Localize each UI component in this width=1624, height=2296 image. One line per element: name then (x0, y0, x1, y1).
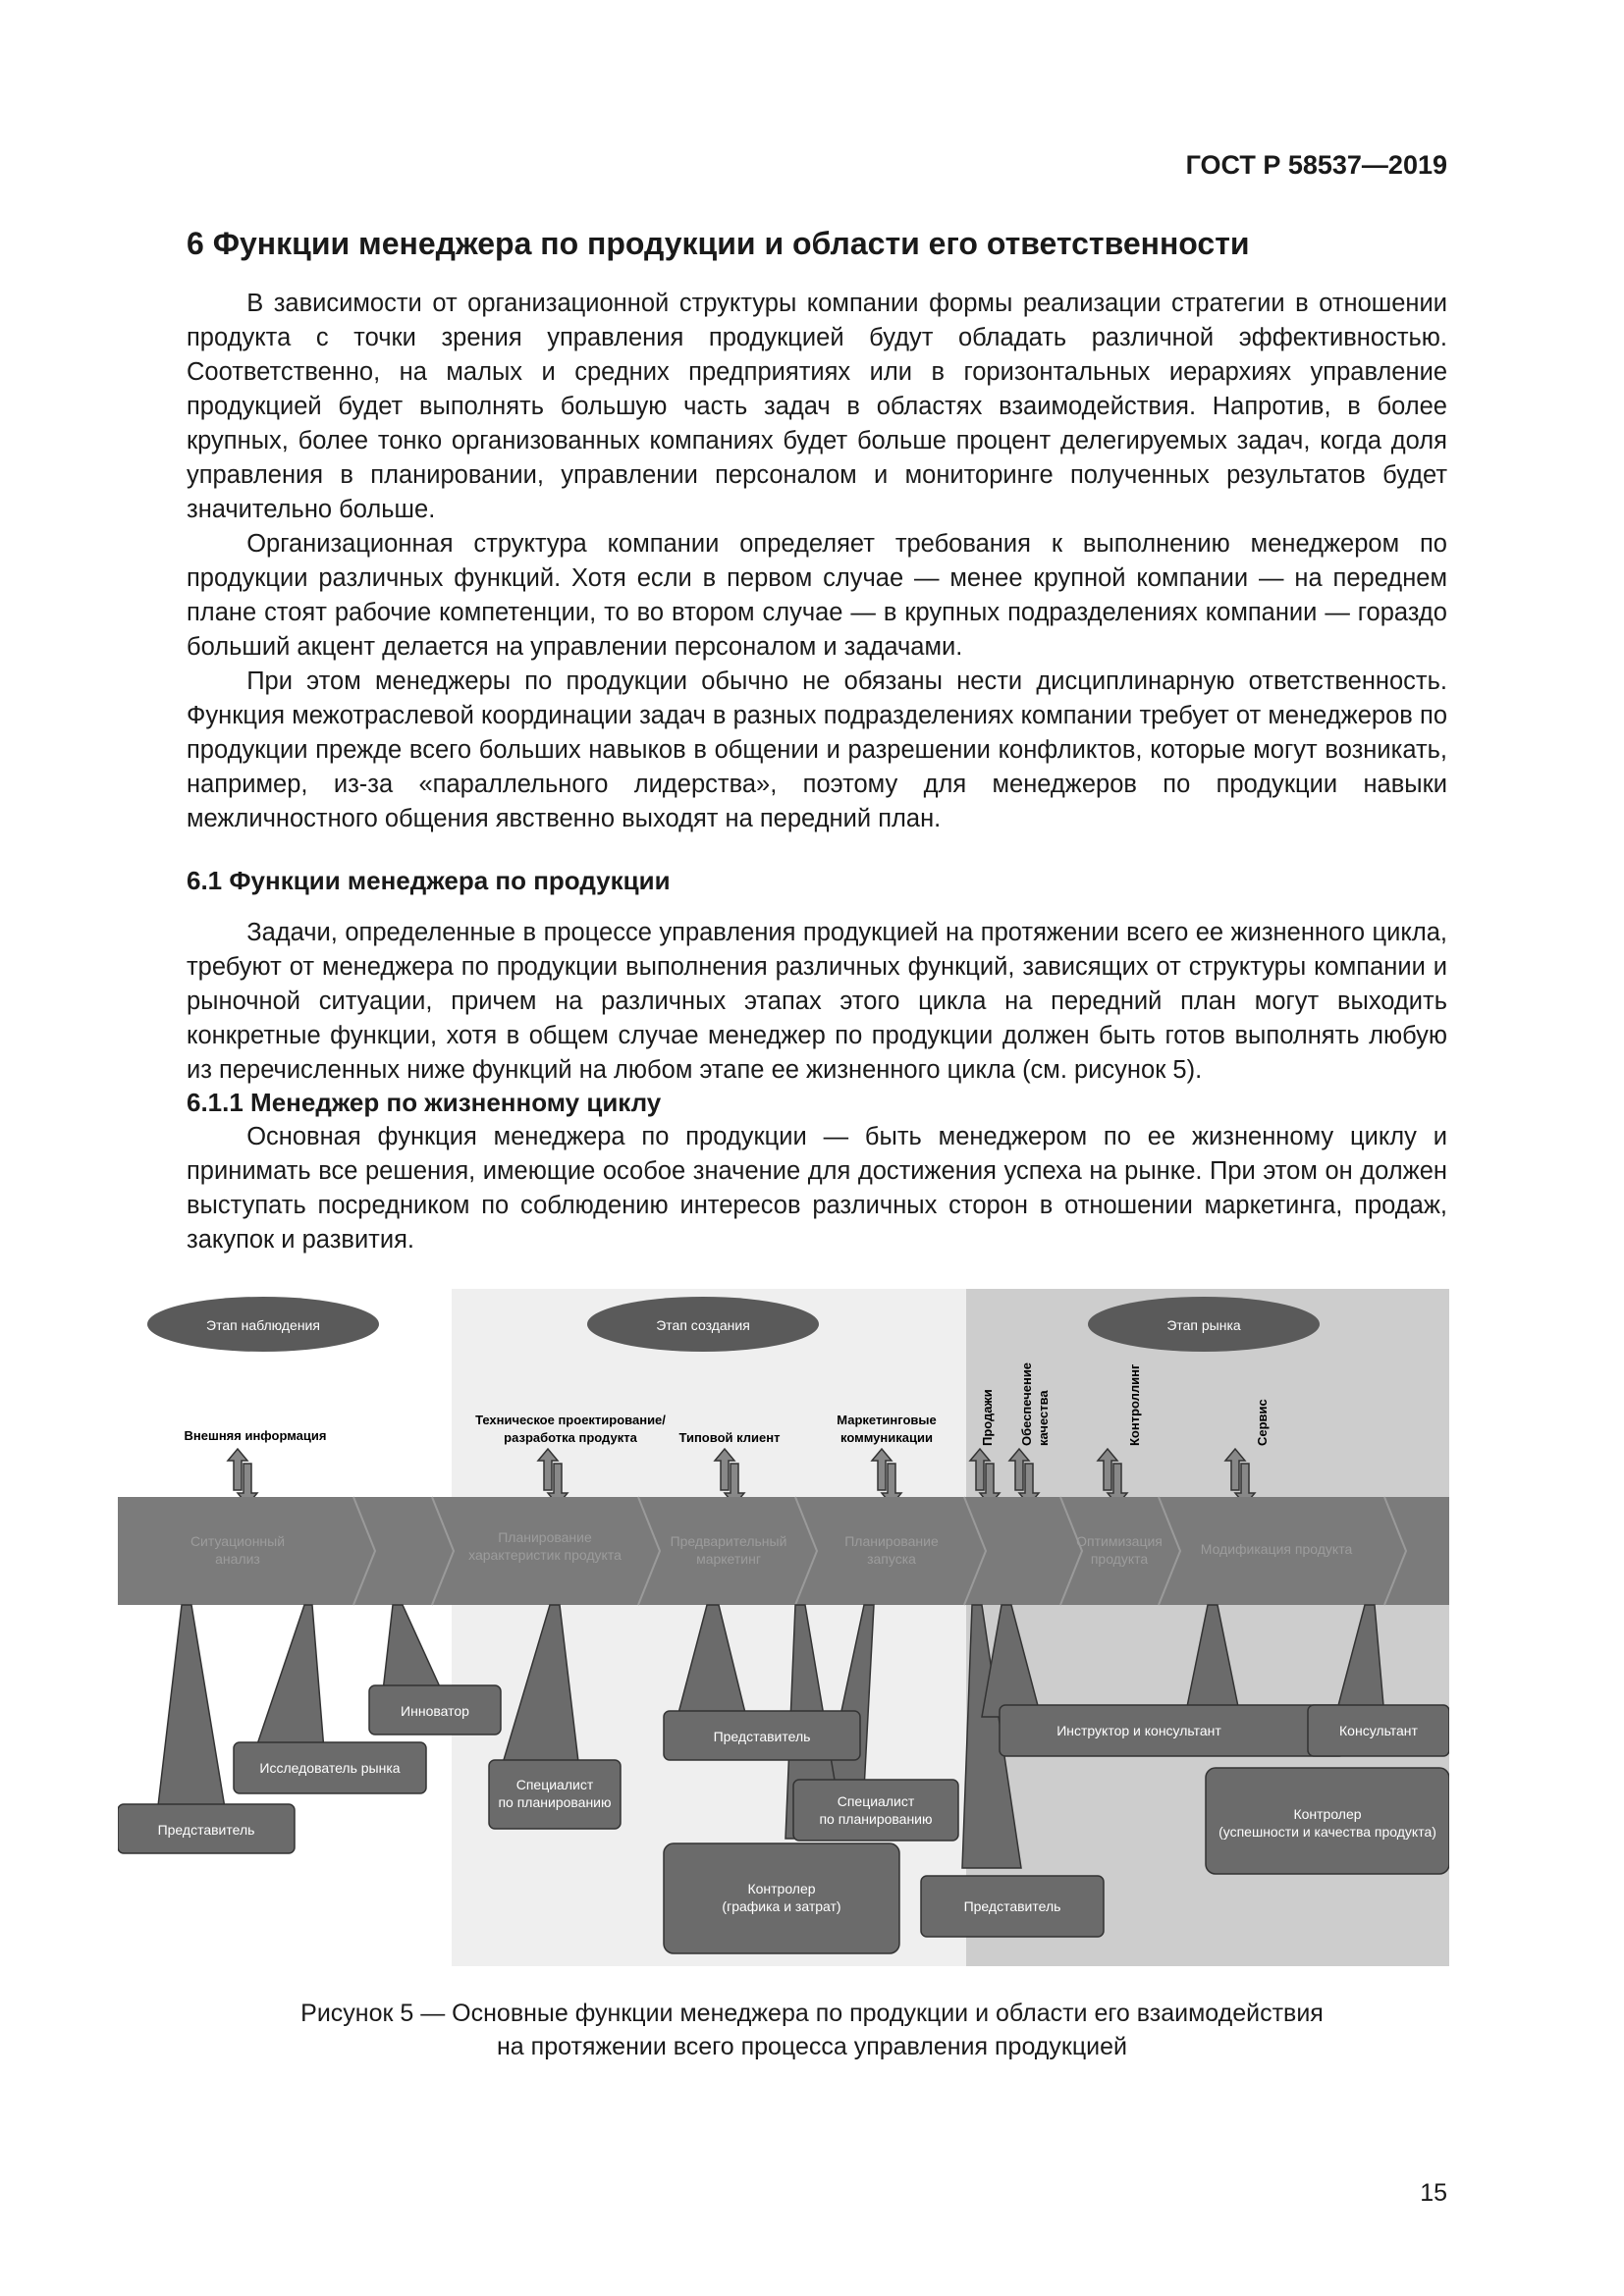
paragraph: Задачи, определенные в процессе управления продукцией на протяжении всего ее жизненного цикла, требуют от менеджера по продукции выполнения различных функций, зависящих от структуры компании и рыночной ситуации, причем на различных этапах этого цикла на передний план могут выходить конкретные функции, хотя в общем случае менеджер по продукции должен быть готов выполнять любую из перечисленных ниже функций на любом этапе ее жизненного цикла (см. рисунок 5). (187, 919, 1447, 1084)
stage-label: Этап рынка (1166, 1317, 1241, 1333)
section-title: 6 Функции менеджера по продукции и области его ответственности (187, 226, 1250, 261)
interaction-label: Маркетинговые (837, 1413, 937, 1427)
process-step: Планирование (844, 1533, 939, 1549)
subsection-title: 6.1 Функции менеджера по продукции (187, 866, 671, 895)
process-step: Планирование (498, 1529, 592, 1545)
role-label: Исследователь рынка (259, 1760, 401, 1776)
interaction-label: Внешняя информация (184, 1428, 327, 1443)
process-step: Предварительный (670, 1533, 787, 1549)
interaction-label: Продажи (980, 1389, 995, 1446)
subsubsection-title: 6.1.1 Менеджер по жизненному циклу (187, 1088, 662, 1117)
interaction-label: Обеспечение (1019, 1362, 1034, 1446)
role-label: по планированию (498, 1794, 612, 1810)
role-label: Специалист (515, 1777, 594, 1792)
document-id: ГОСТ Р 58537—2019 (1185, 150, 1447, 180)
role-label: Консультант (1339, 1723, 1418, 1738)
figure-5-diagram (118, 1289, 1449, 1966)
interaction-label: Техническое проектирование/ (475, 1413, 666, 1427)
interaction-label: качества (1036, 1390, 1051, 1446)
role-label: Инноватор (401, 1703, 469, 1719)
caption-line: Рисунок 5 — Основные функции менеджера по продукции и области его взаимодействия (300, 2000, 1324, 2027)
interaction-label: разработка продукта (504, 1430, 637, 1445)
interaction-label: Сервис (1255, 1399, 1270, 1446)
role-label: Представитель (157, 1822, 255, 1838)
role-label: Представитель (963, 1898, 1061, 1914)
paragraph: Основная функция менеджера по продукции — быть менеджером по ее жизненному циклу и принимать все решения, имеющие особое значение для достижения успеха на рынке. При этом он должен выступать посредником по соблюдению интересов различных сторон в отношении маркетинга, продаж, закупок и развития. (187, 1123, 1447, 1254)
process-step: запуска (867, 1551, 916, 1567)
subsubsection-body (187, 1120, 1447, 1257)
role-label: Представитель (713, 1729, 811, 1744)
section-body (187, 287, 1447, 836)
process-step: маркетинг (696, 1551, 761, 1567)
process-step: Ситуационный (189, 1533, 286, 1549)
process-step: анализ (215, 1551, 260, 1567)
paragraph: При этом менеджеры по продукции обычно не обязаны нести дисциплинарную ответственность. Функция межотраслевой координации задач в разных подразделениях компании требует от менеджеров по продукции прежде всего больших навыков в общении и разрешении конфликтов, которые могут возникать, например, из-за «параллельного лидерства», поэтому для менеджеров по продукции навыки межличностного общения явственно выходят на передний план. (187, 667, 1447, 832)
caption-line: на протяжении всего процесса управления продукцией (497, 2033, 1127, 2060)
role-label: (успешности и качества продукта) (1218, 1824, 1436, 1840)
process-step: Оптимизация (1076, 1533, 1163, 1549)
figure-caption (0, 1997, 1624, 2063)
role-label: (графика и затрат) (722, 1898, 841, 1914)
interaction-label: коммуникации (840, 1430, 933, 1445)
role-label: по планированию (819, 1811, 933, 1827)
subsection-body (187, 916, 1447, 1088)
process-step: продукта (1090, 1551, 1149, 1567)
interaction-label: Контроллинг (1127, 1363, 1142, 1446)
role-label: Специалист (837, 1793, 915, 1809)
page-number: 15 (1420, 2179, 1447, 2207)
process-step: характеристик продукта (468, 1547, 622, 1563)
stage-label: Этап наблюдения (206, 1317, 320, 1333)
role-label: Контролер (1293, 1806, 1362, 1822)
stage-label: Этап создания (656, 1317, 750, 1333)
interaction-label: Типовой клиент (678, 1430, 781, 1445)
paragraph: В зависимости от организационной структуры компании формы реализации стратегии в отношении продукта с точки зрения управления продукцией будут обладать различной эффективностью. Соответственно, на малых и средних предприятиях или в горизонтальных иерархиях управление продукцией будет выполнять большую часть задач в областях взаимодействия. Напротив, в более крупных, более тонко организованных компаниях будет больше процент делегируемых задач, когда доля управления в планировании, управлении персоналом и мониторинге полученных результатов будет значительно больше. (187, 290, 1447, 523)
role-box-planning-specialist-2 (793, 1780, 958, 1841)
process-step: Модификация продукта (1200, 1541, 1353, 1557)
role-label: Контролер (747, 1881, 816, 1896)
role-label: Инструктор и консультант (1056, 1723, 1221, 1738)
paragraph: Организационная структура компании определяет требования к выполнению менеджером по продукции различных функций. Хотя если в первом случае — менее крупной компании — на переднем плане стоят рабочие компетенции, то во втором случае — в крупных подразделениях компании — гораздо больший акцент делается на управлении персоналом и задачами. (187, 530, 1447, 661)
